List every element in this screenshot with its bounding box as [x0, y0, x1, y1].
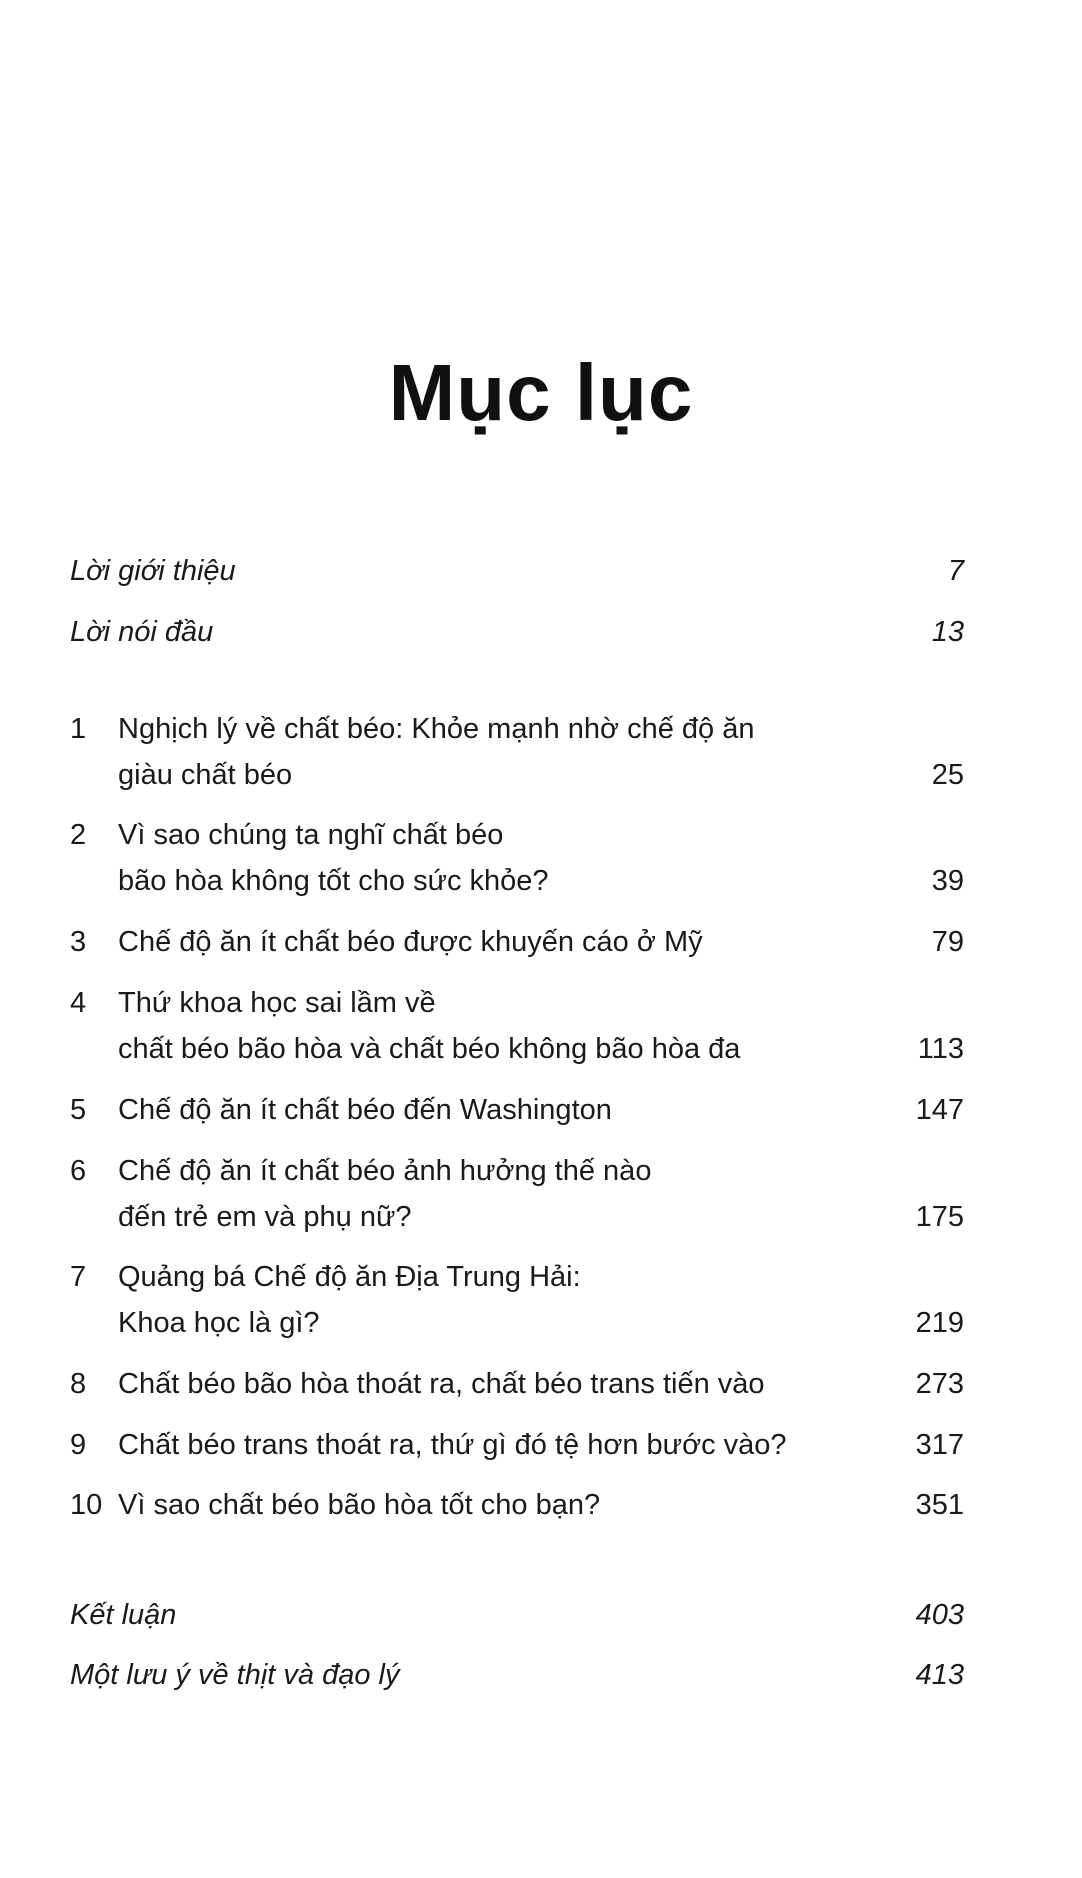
chapter-page: 175 — [915, 1201, 964, 1233]
chapter-number: 9 — [70, 1429, 87, 1461]
page-title: Mục lục — [388, 348, 694, 437]
chapter-number: 6 — [70, 1155, 87, 1187]
chapter-number: 4 — [70, 987, 87, 1019]
chapter-title-line: Quảng bá Chế độ ăn Địa Trung Hải: — [118, 1261, 581, 1293]
chapter-page: 273 — [915, 1368, 964, 1400]
chapter-number: 3 — [70, 926, 87, 958]
chapter-title-line: Chất béo bão hòa thoát ra, chất béo trans tiến vào — [118, 1368, 765, 1400]
chapter-title-line: Thứ khoa học sai lầm về — [118, 987, 436, 1019]
toc-entry-page: 403 — [915, 1599, 964, 1631]
chapter-number: 10 — [70, 1489, 103, 1521]
chapter-title-line: chất béo bão hòa và chất béo không bão hòa đa — [118, 1033, 741, 1065]
toc-entry-title: Kết luận — [70, 1599, 177, 1631]
chapter-number: 2 — [70, 819, 87, 851]
toc-entry-page: 7 — [947, 555, 964, 587]
toc-entry-title: Một lưu ý về thịt và đạo lý — [70, 1659, 400, 1691]
chapter-title-line: bão hòa không tốt cho sức khỏe? — [118, 865, 549, 897]
chapter-title-line: Nghịch lý về chất béo: Khỏe mạnh nhờ chế độ ăn — [118, 713, 755, 745]
chapter-title-line: Vì sao chất béo bão hòa tốt cho bạn? — [118, 1489, 601, 1521]
toc-entry-page: 13 — [931, 616, 964, 648]
chapter-number: 5 — [70, 1094, 87, 1126]
chapter-number: 7 — [70, 1261, 87, 1293]
chapter-title-line: Chế độ ăn ít chất béo đến Washington — [118, 1094, 612, 1126]
chapter-title-line: Chất béo trans thoát ra, thứ gì đó tệ hơn bước vào? — [118, 1429, 787, 1461]
chapter-title-line: đến trẻ em và phụ nữ? — [118, 1201, 412, 1233]
chapter-title-line: Khoa học là gì? — [118, 1307, 320, 1339]
chapter-page: 79 — [931, 926, 964, 958]
chapter-page: 113 — [917, 1033, 964, 1065]
chapter-title-line: Chế độ ăn ít chất béo ảnh hưởng thế nào — [118, 1155, 652, 1187]
chapter-title-line: Chế độ ăn ít chất béo được khuyến cáo ở Mỹ — [118, 926, 703, 958]
chapter-page: 147 — [915, 1094, 964, 1126]
toc-entry-title: Lời giới thiệu — [70, 555, 236, 587]
chapter-page: 39 — [931, 865, 964, 897]
chapter-page: 25 — [931, 759, 964, 791]
chapter-page: 219 — [915, 1307, 964, 1339]
chapter-title-line: giàu chất béo — [118, 759, 293, 791]
chapter-title-line: Vì sao chúng ta nghĩ chất béo — [118, 819, 504, 851]
toc-entry-title: Lời nói đầu — [70, 616, 214, 648]
chapter-page: 351 — [915, 1489, 964, 1521]
chapter-page: 317 — [915, 1429, 964, 1461]
chapter-number: 8 — [70, 1368, 87, 1400]
toc-entry-page: 413 — [915, 1659, 964, 1691]
chapter-number: 1 — [70, 713, 87, 745]
